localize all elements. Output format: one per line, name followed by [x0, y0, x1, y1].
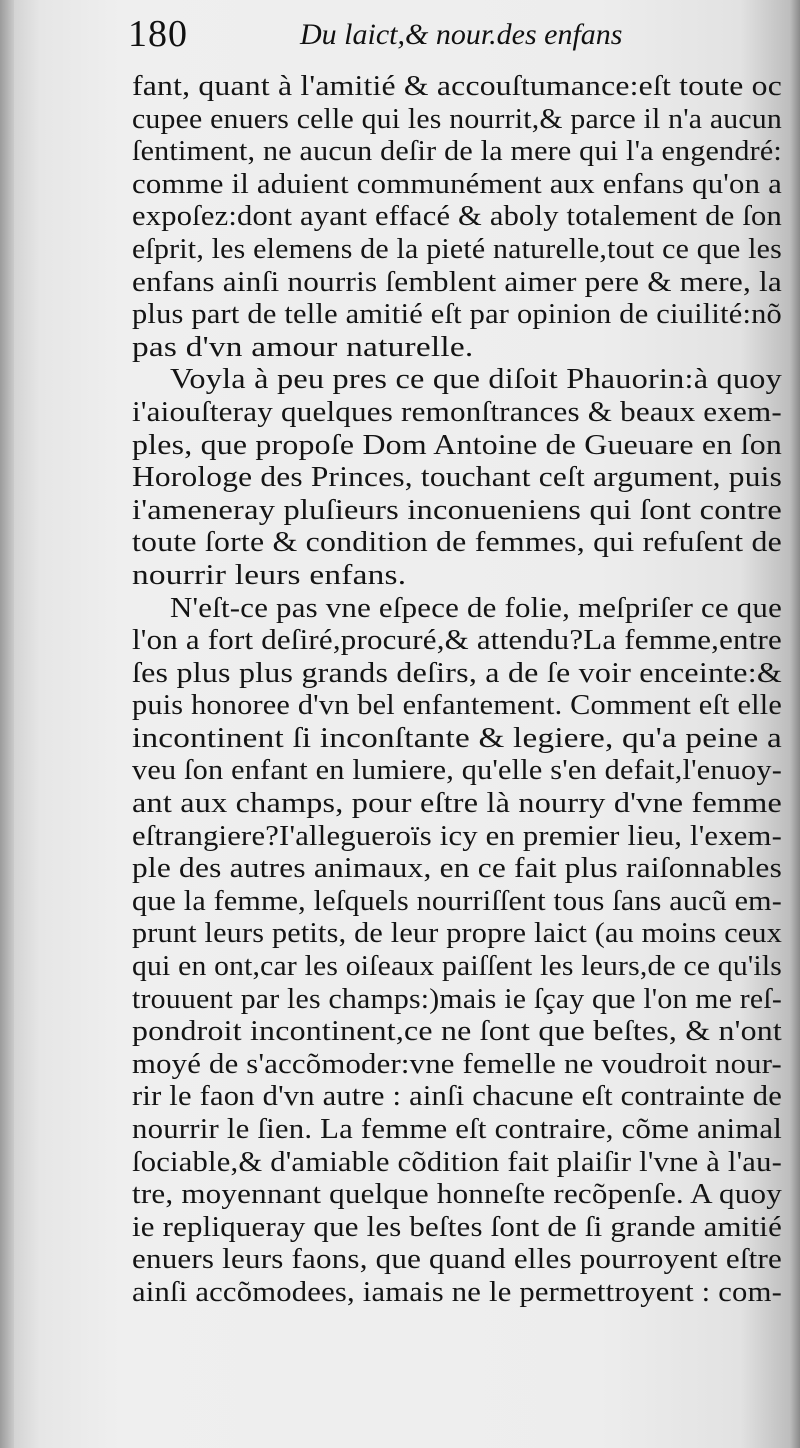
- text-line: ie repliqueray que les beſtes ſont de ſi grande amitié: [132, 1210, 782, 1243]
- page-number: 180: [128, 13, 188, 55]
- paragraph-first-line: N'eſt-ce pas vne eſpece de folie, meſpriſer ce que: [170, 591, 782, 624]
- text-line: que la femme, leſquels nourriſſent tous ſans aucũ em-: [132, 884, 782, 917]
- text-line: l'on a fort deſiré,procuré,& attendu?La femme,entre: [132, 624, 782, 657]
- text-line: qui en ont,car les oiſeaux paiſſent les leurs,de ce qu'ils: [132, 950, 782, 983]
- text-line: veu ſon enfant en lumiere, qu'elle s'en defait,l'enuoy-: [132, 754, 782, 787]
- text-line: i'aiouſteray quelques remonſtrances & beaux exem-: [132, 395, 782, 428]
- text-line: ſentiment, ne aucun deſir de la mere qui l'a engendré:: [132, 135, 782, 168]
- text-line: enfans ainſi nourris ſemblent aimer pere & mere, la: [132, 265, 782, 298]
- text-line: ſes plus plus grands deſirs, a de ſe voir enceinte:&: [132, 656, 782, 689]
- text-line: ples, que propoſe Dom Antoine de Gueuare en ſon: [132, 428, 782, 461]
- text-line: eſtrangiere?I'allegueroïs icy en premier lieu, l'exem-: [132, 819, 782, 852]
- body-text: [132, 70, 782, 1309]
- text-line: rir le faon d'vn autre : ainſi chacune eſt contrainte de: [132, 1080, 782, 1113]
- text-line: trouuent par les champs:)mais ie ſçay que l'on me reſ-: [132, 982, 782, 1015]
- text-line: toute ſorte & condition de femmes, qui refuſent de: [132, 526, 782, 559]
- text-line: eſprit, les elemens de la pieté naturelle,tout ce que les: [132, 232, 782, 265]
- text-line: ant aux champs, pour eſtre là nourry d'vne femme: [132, 787, 782, 820]
- text-line: i'ameneray pluſieurs inconueniens qui ſont contre: [132, 493, 782, 526]
- text-line: expoſez:dont ayant effacé & aboly totalement de ſon: [132, 200, 782, 233]
- text-line: pas d'vn amour naturelle.: [132, 330, 474, 363]
- page-header: [128, 12, 770, 62]
- text-line: enuers leurs faons, que quand elles pourroyent eſtre: [132, 1243, 782, 1276]
- text-line: comme il aduient communément aux enfans qu'on a: [132, 167, 782, 200]
- text-line: ple des autres animaux, en ce fait plus raiſonnables: [132, 852, 782, 885]
- text-line: incontinent ſi inconſtante & legiere, qu'a peine a: [132, 721, 782, 754]
- text-line: nourrir leurs enfans.: [132, 558, 407, 591]
- text-line: tre, moyennant quelque honneſte recõpenſe. A quoy: [132, 1178, 782, 1211]
- text-line: fant, quant à l'amitié & accouſtumance:eſt toute oc: [132, 70, 782, 102]
- text-line: puis honoree d'vn bel enfantement. Comment eſt elle: [132, 689, 782, 722]
- text-line: moyé de s'accõmoder:vne femelle ne voudroit nour-: [132, 1047, 782, 1080]
- text-line: ſociable,& d'amiable cõdition fait plaiſir l'vne à l'au-: [132, 1145, 782, 1178]
- text-line: cupee enuers celle qui les nourrit,& parce il n'a aucun: [132, 102, 782, 135]
- text-line: pondroit incontinent,ce ne ſont que beſtes, & n'ont: [132, 1015, 782, 1048]
- text-line: ainſi accõmodees, iamais ne le permettroyent : com-: [132, 1275, 782, 1308]
- text-line: plus part de telle amitié eſt par opinion de ciuilité:nõ: [132, 298, 782, 331]
- text-line: nourrir le ſien. La femme eſt contraire, cõme animal: [132, 1113, 782, 1145]
- paragraph-first-line: Voyla à peu pres ce que diſoit Phauorin:à quoy: [170, 363, 782, 396]
- text-line: Horologe des Princes, touchant ceſt argument, puis: [132, 461, 782, 494]
- text-line: prunt leurs petits, de leur propre laict (au moins ceux: [132, 917, 782, 950]
- running-head: Du laict,& nour.des enfans: [300, 18, 623, 51]
